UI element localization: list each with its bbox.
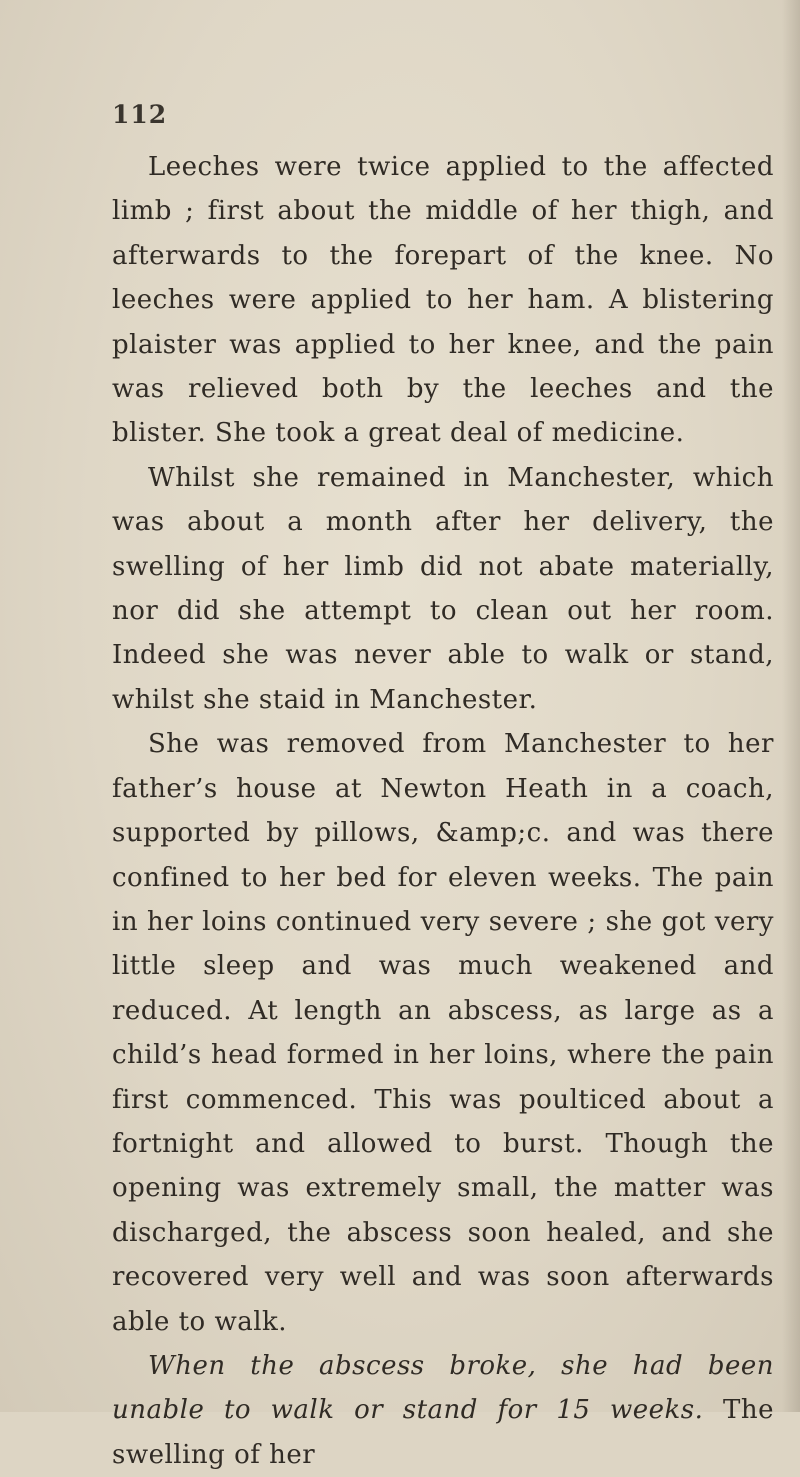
swelling-text: The swelling of her — [112, 1395, 774, 1470]
body-text — [112, 145, 774, 1477]
paragraph-abscess — [112, 1344, 774, 1477]
paragraph-newton-heath: She was removed from Manchester to her father’s house at Newton Heath in a coach, supported by pillows, &amp;c. and was there confined to her bed for eleven weeks. The pain in her loins continued very severe ; she got very little sleep and was much weakened and reduced. At length an abscess, as large as a child’s head formed in her loins, where the pain first commenced. This was poulticed about a fortnight and allowed to burst. Though the opening was extremely small, the matter was discharged, the abscess soon healed, and she recovered very well and was soon afterwards able to walk. — [112, 729, 774, 1337]
page-edge-shadow — [782, 0, 800, 1412]
italic-abscess-text: When the abscess broke, she had been unable to walk or stand for 15 weeks. — [112, 1350, 774, 1426]
paragraph-leeches: Leeches were twice applied to the affected limb ; first about the middle of her thigh, and afterwards to the forepart of the knee. No leeches were applied to her ham. A blistering plaister was applied to her knee, and the pain was relieved both by the leeches and the blister. She took a great deal of medicine. — [112, 152, 774, 449]
paragraph-manchester: Whilst she remained in Manchester, which was about a month after her delivery, the swelling of her limb did not abate materially, nor did she attempt to clean out her room. Indeed she was never able to walk or stand, whilst she staid in Manchester. — [112, 462, 774, 715]
page-number: 112 — [112, 100, 168, 129]
